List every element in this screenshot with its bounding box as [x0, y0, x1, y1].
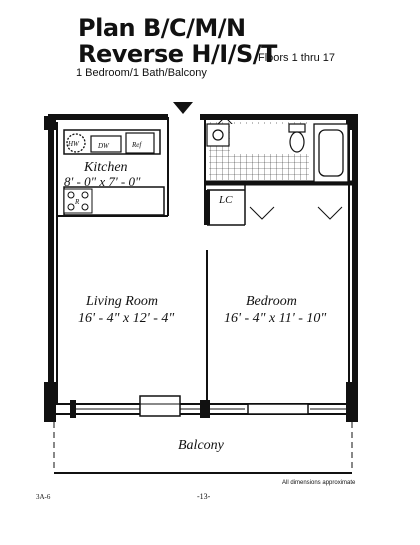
page-code: 3A-6: [36, 493, 51, 501]
living-room-dimensions: 16' - 4" x 12' - 4": [78, 311, 175, 326]
sink-icon: [207, 124, 229, 146]
dishwasher-label: DW: [98, 142, 109, 150]
entry-arrow-icon: [173, 102, 193, 114]
range-label: R: [75, 198, 80, 206]
bedroom-dimensions: 16' - 4" x 11' - 10": [224, 311, 327, 326]
floors-label: Floors 1 thru 17: [258, 52, 336, 64]
dimensions-footnote: All dimensions approximate: [282, 480, 356, 486]
refrigerator-label: Ref: [132, 141, 142, 149]
toilet-icon: [289, 124, 305, 152]
bathtub-icon: [314, 124, 348, 182]
linen-closet-label: LC: [219, 194, 233, 206]
bedroom-label: Bedroom: [246, 294, 297, 309]
page-number: -13-: [197, 492, 211, 501]
living-room-label: Living Room: [86, 294, 158, 309]
unit-type-label: 1 Bedroom/1 Bath/Balcony: [76, 67, 207, 79]
kitchen-dimensions: 8' - 0" x 7' - 0": [64, 174, 141, 189]
water-heater-label: HW: [68, 140, 79, 148]
balcony-label: Balcony: [178, 438, 224, 453]
kitchen-label: Kitchen: [84, 160, 128, 175]
window-wall: [56, 396, 346, 418]
reverse-plan-title: Reverse H/I/S/T: [78, 40, 277, 68]
plan-title: Plan B/C/M/N: [78, 14, 246, 42]
